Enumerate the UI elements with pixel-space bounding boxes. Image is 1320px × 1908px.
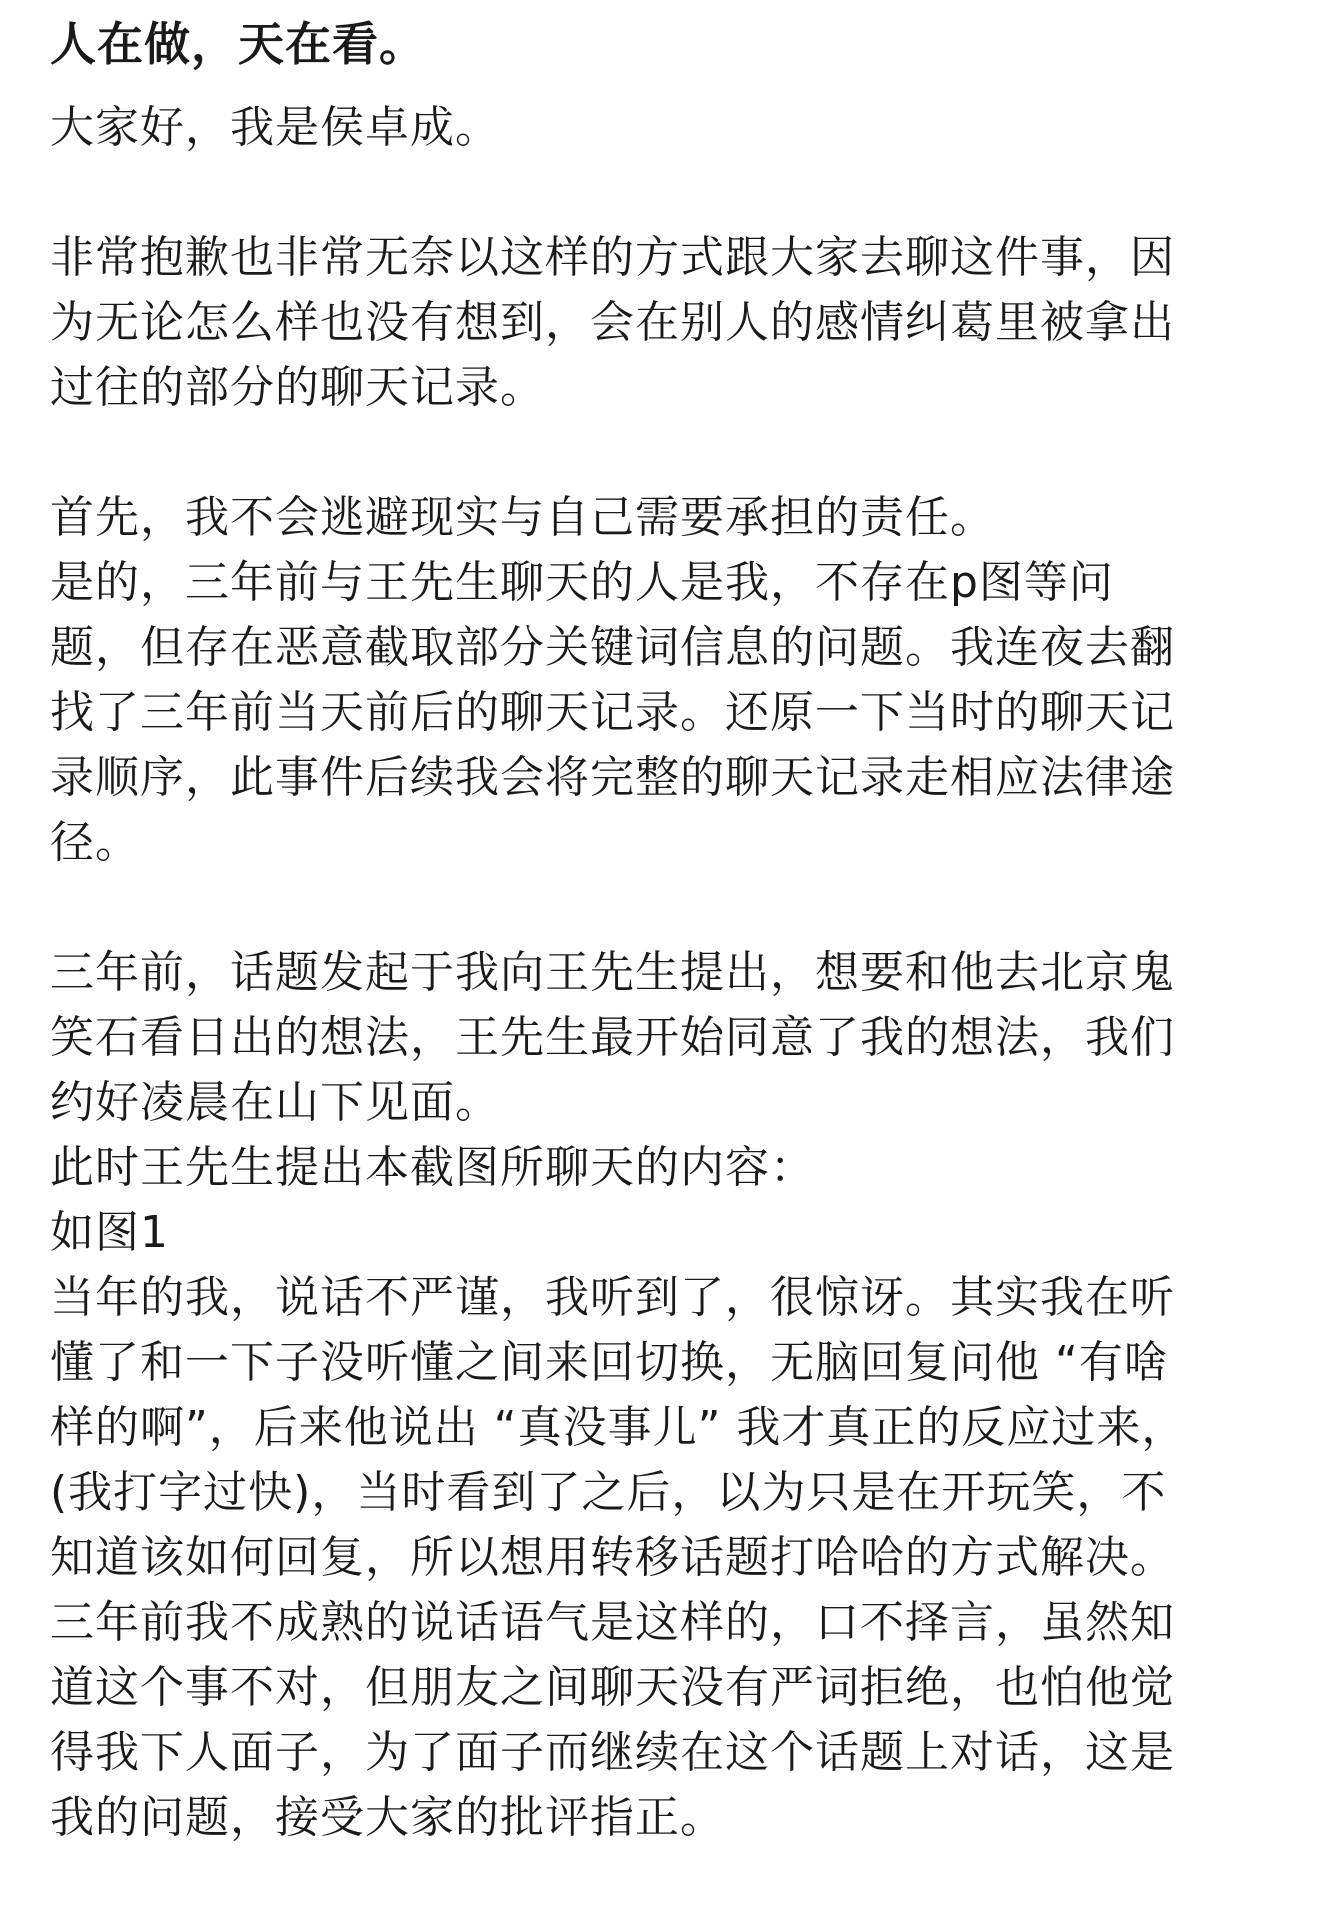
text-line: 录顺序，此事件后续我会将完整的聊天记录走相应法律途 [50,752,1175,803]
text-line: 径。 [50,817,140,868]
text-line: 此时王先生提出本截图所聊天的内容： [50,1142,815,1193]
blank-line [50,160,1272,225]
blank-line [50,875,1272,940]
text-line: 非常抱歉也非常无奈以这样的方式跟大家去聊这件事，因 [50,232,1175,283]
text-line: (我打字过快)，当时看到了之后，以为只是在开玩笑，不 [50,1467,1167,1518]
text-line: 三年前，话题发起于我向王先生提出，想要和他去北京鬼 [50,947,1175,998]
text-line: 题，但存在恶意截取部分关键词信息的问题。我连夜去翻 [50,622,1175,673]
text-line: 得我下人面子，为了面子而继续在这个话题上对话，这是 [50,1727,1175,1778]
text-line: 过往的部分的聊天记录。 [50,362,545,413]
document-body [50,95,1272,1850]
text-line: 为无论怎么样也没有想到，会在别人的感情纠葛里被拿出 [50,297,1175,348]
document-title: 人在做，天在看。 [50,17,426,71]
text-line: 道这个事不对，但朋友之间聊天没有严词拒绝，也怕他觉 [50,1662,1175,1713]
blank-line [50,420,1272,485]
text-line: 当年的我，说话不严谨，我听到了，很惊讶。其实我在听 [50,1272,1175,1323]
text-line: 大家好，我是侯卓成。 [50,102,500,153]
text-line: 首先，我不会逃避现实与自己需要承担的责任。 [50,492,995,543]
text-line: 懂了和一下子没听懂之间来回切换，无脑回复问他 “有啥 [50,1337,1169,1388]
text-line: 知道该如何回复，所以想用转移话题打哈哈的方式解决。 [50,1532,1175,1583]
text-line: 如图1 [50,1207,169,1258]
text-line: 是的，三年前与王先生聊天的人是我，不存在p图等问 [50,557,1114,608]
text-line: 笑石看日出的想法，王先生最开始同意了我的想法，我们 [50,1012,1175,1063]
text-line: 样的啊”，后来他说出 “真没事儿” 我才真正的反应过来， [50,1402,1187,1453]
text-line: 三年前我不成熟的说话语气是这样的，口不择言，虽然知 [50,1597,1175,1648]
text-line: 找了三年前当天前后的聊天记录。还原一下当时的聊天记 [50,687,1175,738]
text-line: 我的问题，接受大家的批评指正。 [50,1792,725,1843]
text-line: 约好凌晨在山下见面。 [50,1077,500,1128]
